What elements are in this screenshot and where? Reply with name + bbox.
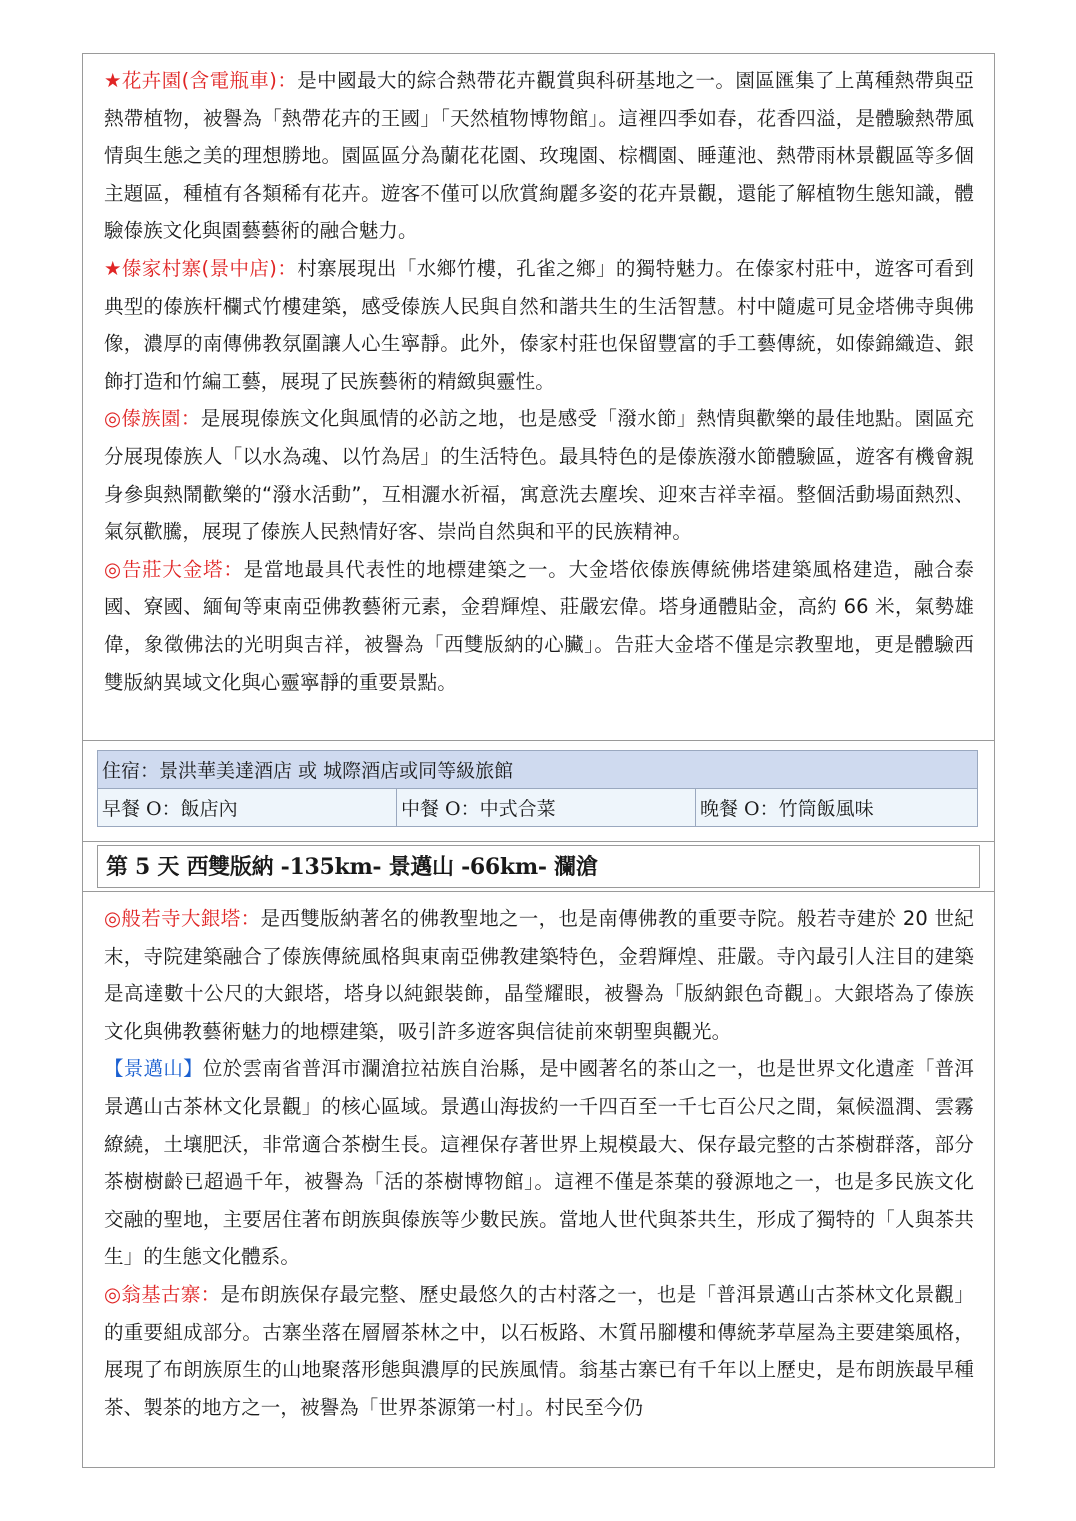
dinner-cell: 晚餐 O：竹筒飯風味 xyxy=(696,789,978,827)
table-row xyxy=(98,751,978,789)
section-body: 是西雙版納著名的佛教聖地之一，也是南傳佛教的重要寺院。般若寺建於 20 世紀末，寺院建築融合了傣族傳統風格與東南亞佛教建築特色，金碧輝煌、莊嚴。寺內最引人注目的建築是高達數十公尺的大銀塔，塔身以純銀裝飾，晶瑩耀眼，被譽為「版納銀色奇觀」。大銀塔為了傣族文化與佛教藝術魅力的地標建築，吸引許多遊客與信徒前來朝聖與觀光。 xyxy=(104,907,974,1043)
section-body: 是中國最大的綜合熱帶花卉觀賞與科研基地之一。園區匯集了上萬種熱帶與亞熱帶植物，被譽為「熱帶花卉的王國」「天然植物博物館」。這裡四季如春，花香四溢，是體驗熱帶風情與生態之美的理想勝地。園區區分為蘭花花園、玫瑰園、棕櫚園、睡蓮池、熱帶雨林景觀區等多個主題區，種植有各類稀有花卉。遊客不僅可以欣賞絢麗多姿的花卉景觀，還能了解植物生態知識，體驗傣族文化與園藝藝術的融合魅力。 xyxy=(104,69,974,243)
accommodation-cell: 住宿：景洪華美達酒店 或 城際酒店或同等級旅館 xyxy=(98,751,978,789)
day-title: 第 5 天 西雙版納 -135km- 景邁山 -66km- 瀾滄 xyxy=(97,845,980,888)
section-title: ◎般若寺大銀塔： xyxy=(104,907,261,930)
section-dai-village xyxy=(104,250,974,400)
section-title: ★傣家村寨(景中店)： xyxy=(104,256,298,280)
accommodation-meals-section xyxy=(82,741,995,841)
day-header-section xyxy=(82,841,995,891)
section-flower-park xyxy=(104,62,974,250)
table-row xyxy=(98,789,978,827)
breakfast-cell: 早餐 O：飯店內 xyxy=(98,789,397,827)
section-body: 是展現傣族文化與風情的必訪之地，也是感受「潑水節」熱情與歡樂的最佳地點。園區充分展現傣族人「以水為魂、以竹為居」的生活特色。最具特色的是傣族潑水節體驗區，遊客有機會親身參與熱鬧歡樂的“潑水活動”，互相灑水祈福，寓意洗去塵埃、迎來吉祥幸福。整個活動場面熱烈、氣氛歡騰，展現了傣族人民熱情好客、崇尚自然與和平的民族精神。 xyxy=(104,407,974,544)
section-body: 位於雲南省普洱市瀾滄拉祜族自治縣，是中國著名的茶山之一，也是世界文化遺產「普洱景邁山古茶林文化景觀」的核心區域。景邁山海拔約一千四百至一千七百公尺之間，氣候溫潤、雲霧繚繞，土壤肥沃，非常適合茶樹生長。這裡保存著世界上規模最大、保存最完整的古茶樹群落，部分茶樹樹齡已超過千年，被譽為「活的茶樹博物館」。這裡不僅是茶葉的發源地之一，也是多民族文化交融的聖地，主要居住著布朗族與傣族等少數民族。當地人世代與茶共生，形成了獨特的「人與茶共生」的生態文化體系。 xyxy=(104,1057,974,1269)
section-body: 村寨展現出「水鄉竹樓，孔雀之鄉」的獨特魅力。在傣家村莊中，遊客可看到典型的傣族杆欄式竹樓建築，感受傣族人民與自然和諧共生的生活智慧。村中隨處可見金塔佛寺與佛像，濃厚的南傳佛教氛圍讓人心生寧靜。此外，傣家村莊也保留豐富的手工藝傳統，如傣錦織造、銀飾打造和竹編工藝，展現了民族藝術的精緻與靈性。 xyxy=(104,256,974,393)
section-gaozhuang-tower xyxy=(104,551,974,701)
attractions-box-day5 xyxy=(82,891,995,1468)
section-title: ◎傣族園： xyxy=(104,407,201,431)
section-title: ★花卉園(含電瓶車)： xyxy=(104,69,298,92)
section-title: ◎翁基古寨： xyxy=(104,1282,221,1306)
section-body: 是布朗族保存最完整、歷史最悠久的古村落之一，也是「普洱景邁山古茶林文化景觀」的重要組成部分。古寨坐落在層層茶林之中，以石板路、木質吊腳樓和傳統茅草屋為主要建築風格，展現了布朗族原生的山地聚落形態與濃厚的民族風情。翁基古寨已有千年以上歷史，是布朗族最早種茶、製茶的地方之一，被譽為「世界茶源第一村」。村民至今仍 xyxy=(104,1282,974,1419)
section-title: 【景邁山】 xyxy=(104,1057,203,1081)
section-wengji xyxy=(104,1276,974,1426)
section-jingmai xyxy=(104,1050,974,1276)
section-silver-tower xyxy=(104,900,974,1050)
lunch-cell: 中餐 O：中式合菜 xyxy=(397,789,696,827)
section-dai-park xyxy=(104,400,974,550)
accommodation-table xyxy=(97,750,978,827)
section-title: ◎告莊大金塔： xyxy=(104,557,244,581)
attractions-box-day4 xyxy=(82,53,995,741)
section-body: 是當地最具代表性的地標建築之一。大金塔依傣族傳統佛塔建築風格建造，融合泰國、寮國、緬甸等東南亞佛教藝術元素，金碧輝煌、莊嚴宏偉。塔身通體貼金，高約 66 米，氣勢雄偉，象徵佛法的光明與吉祥，被譽為「西雙版納的心臟」。告莊大金塔不僅是宗教聖地，更是體驗西雙版納異域文化與心靈寧靜的重要景點。 xyxy=(104,557,974,694)
